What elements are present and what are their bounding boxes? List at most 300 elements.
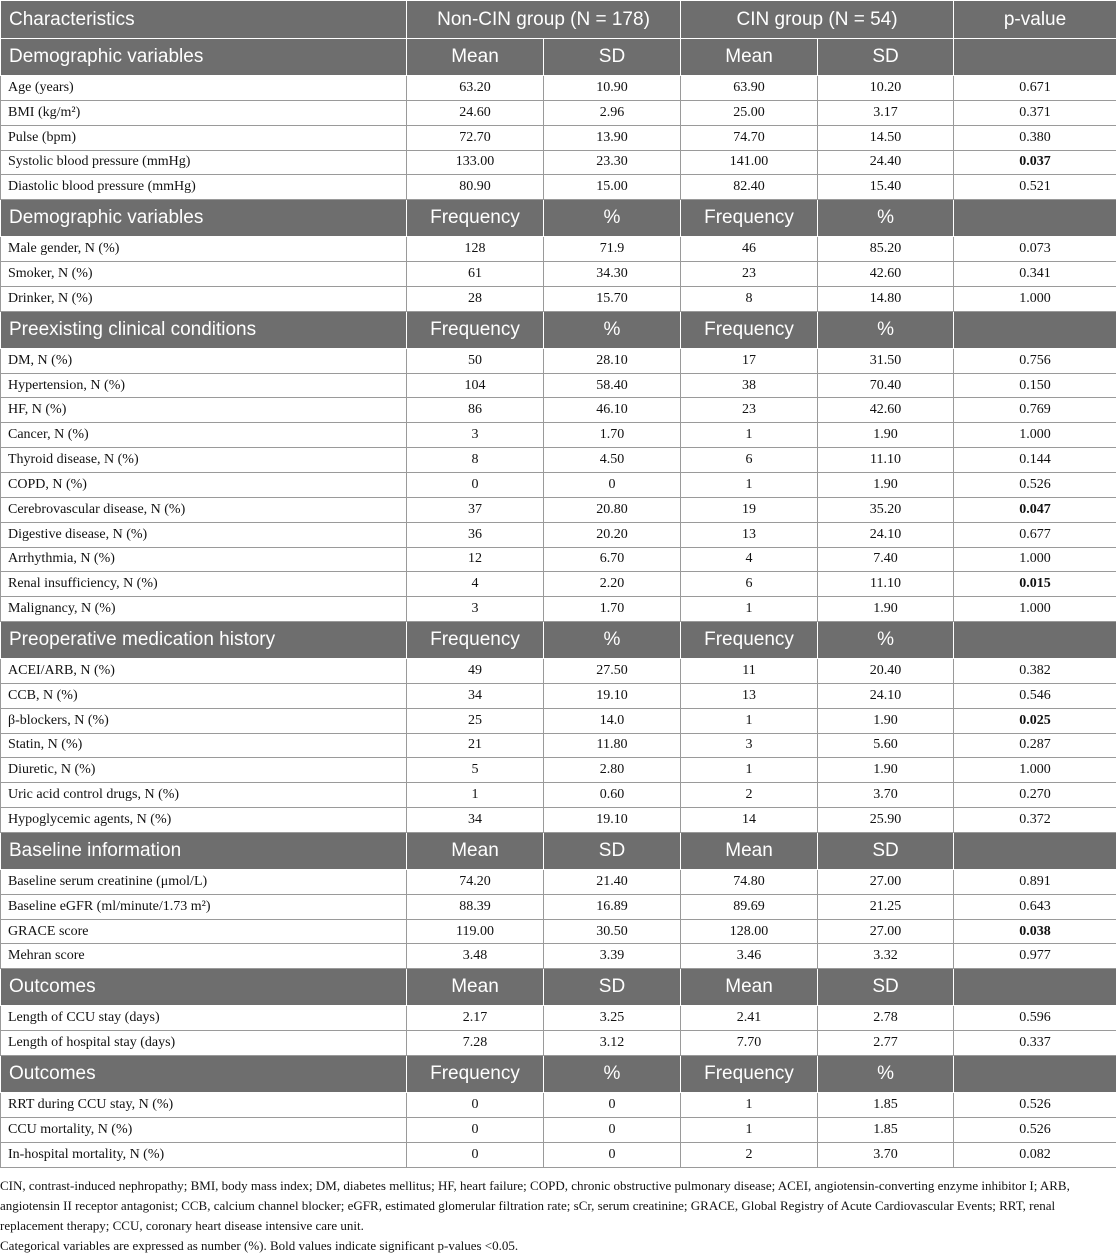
non-cin-value-1: 12	[407, 547, 544, 572]
non-cin-value-1: 80.90	[407, 175, 544, 200]
cin-value-2: 2.77	[818, 1031, 954, 1056]
section-stat-label: SD	[818, 39, 954, 76]
section-empty-cell	[954, 200, 1116, 237]
section-title: Preexisting clinical conditions	[1, 311, 407, 348]
non-cin-value-2: 15.70	[544, 286, 681, 311]
non-cin-value-1: 34	[407, 683, 544, 708]
p-value: 0.769	[954, 398, 1116, 423]
p-value: 0.287	[954, 733, 1116, 758]
table-row	[1, 472, 1116, 497]
p-value: 0.371	[954, 100, 1116, 125]
non-cin-value-1: 49	[407, 659, 544, 684]
section-stat-label: Frequency	[407, 622, 544, 659]
cin-value-1: 14	[681, 808, 818, 833]
row-label: RRT during CCU stay, N (%)	[1, 1093, 407, 1118]
cin-value-2: 5.60	[818, 733, 954, 758]
non-cin-value-1: 37	[407, 497, 544, 522]
row-label: Arrhythmia, N (%)	[1, 547, 407, 572]
table-row	[1, 808, 1116, 833]
non-cin-value-1: 0	[407, 1117, 544, 1142]
cin-value-2: 24.10	[818, 683, 954, 708]
table-row	[1, 76, 1116, 101]
cin-value-1: 13	[681, 522, 818, 547]
cin-value-1: 6	[681, 572, 818, 597]
section-stat-label: Frequency	[681, 1056, 818, 1093]
row-label: Drinker, N (%)	[1, 286, 407, 311]
non-cin-value-2: 13.90	[544, 125, 681, 150]
cin-value-2: 24.10	[818, 522, 954, 547]
section-title: Demographic variables	[1, 200, 407, 237]
table-row	[1, 125, 1116, 150]
cin-value-1: 6	[681, 448, 818, 473]
section-stat-label: %	[818, 622, 954, 659]
non-cin-value-1: 61	[407, 262, 544, 287]
p-value: 0.671	[954, 76, 1116, 101]
p-value: 0.382	[954, 659, 1116, 684]
table-row	[1, 497, 1116, 522]
cin-value-1: 1	[681, 423, 818, 448]
header-non-cin-group: Non-CIN group (N = 178)	[407, 1, 681, 39]
p-value: 0.270	[954, 783, 1116, 808]
table-row	[1, 919, 1116, 944]
non-cin-value-2: 2.80	[544, 758, 681, 783]
p-value: 0.521	[954, 175, 1116, 200]
section-stat-label: Frequency	[407, 200, 544, 237]
section-title: Demographic variables	[1, 39, 407, 76]
p-value: 0.677	[954, 522, 1116, 547]
cin-value-2: 3.32	[818, 944, 954, 969]
row-label: Age (years)	[1, 76, 407, 101]
non-cin-value-2: 23.30	[544, 150, 681, 175]
non-cin-value-2: 21.40	[544, 869, 681, 894]
non-cin-value-1: 119.00	[407, 919, 544, 944]
header-characteristics: Characteristics	[1, 1, 407, 39]
non-cin-value-1: 8	[407, 448, 544, 473]
non-cin-value-2: 58.40	[544, 373, 681, 398]
section-stat-label: Mean	[681, 969, 818, 1006]
non-cin-value-2: 0	[544, 472, 681, 497]
non-cin-value-2: 4.50	[544, 448, 681, 473]
section-title: Outcomes	[1, 969, 407, 1006]
p-value: 1.000	[954, 286, 1116, 311]
non-cin-value-2: 3.25	[544, 1006, 681, 1031]
p-value: 1.000	[954, 423, 1116, 448]
non-cin-value-2: 20.80	[544, 497, 681, 522]
cin-value-2: 31.50	[818, 348, 954, 373]
non-cin-value-2: 2.20	[544, 572, 681, 597]
p-value: 0.526	[954, 472, 1116, 497]
row-label: Baseline eGFR (ml/minute/1.73 m²)	[1, 894, 407, 919]
cin-value-1: 1	[681, 708, 818, 733]
row-label: β-blockers, N (%)	[1, 708, 407, 733]
table-header-row	[1, 1, 1116, 39]
row-label: Thyroid disease, N (%)	[1, 448, 407, 473]
non-cin-value-2: 3.39	[544, 944, 681, 969]
section-stat-label: Mean	[681, 39, 818, 76]
non-cin-value-2: 0.60	[544, 783, 681, 808]
p-value: 0.643	[954, 894, 1116, 919]
non-cin-value-1: 4	[407, 572, 544, 597]
non-cin-value-2: 19.10	[544, 683, 681, 708]
non-cin-value-1: 24.60	[407, 100, 544, 125]
table-row	[1, 237, 1116, 262]
row-label: Diastolic blood pressure (mmHg)	[1, 175, 407, 200]
cin-value-1: 74.80	[681, 869, 818, 894]
non-cin-value-1: 86	[407, 398, 544, 423]
row-label: Mehran score	[1, 944, 407, 969]
non-cin-value-1: 36	[407, 522, 544, 547]
cin-value-2: 27.00	[818, 869, 954, 894]
cin-value-1: 38	[681, 373, 818, 398]
table-row	[1, 783, 1116, 808]
row-label: Length of hospital stay (days)	[1, 1031, 407, 1056]
header-p-value: p-value	[954, 1, 1116, 39]
cin-value-1: 1	[681, 1093, 818, 1118]
p-value: 0.015	[954, 572, 1116, 597]
cin-value-1: 23	[681, 398, 818, 423]
table-row	[1, 423, 1116, 448]
non-cin-value-1: 1	[407, 783, 544, 808]
non-cin-value-1: 2.17	[407, 1006, 544, 1031]
cin-value-1: 13	[681, 683, 818, 708]
section-stat-label: Frequency	[407, 1056, 544, 1093]
row-label: Hypoglycemic agents, N (%)	[1, 808, 407, 833]
table-row	[1, 150, 1116, 175]
cin-value-1: 25.00	[681, 100, 818, 125]
section-stat-label: SD	[544, 832, 681, 869]
non-cin-value-1: 25	[407, 708, 544, 733]
row-label: CCB, N (%)	[1, 683, 407, 708]
table-row	[1, 708, 1116, 733]
cin-value-1: 2.41	[681, 1006, 818, 1031]
section-title: Preoperative medication history	[1, 622, 407, 659]
non-cin-value-1: 128	[407, 237, 544, 262]
cin-value-2: 3.70	[818, 1142, 954, 1167]
cin-value-1: 74.70	[681, 125, 818, 150]
cin-value-2: 3.17	[818, 100, 954, 125]
cin-value-2: 42.60	[818, 262, 954, 287]
non-cin-value-2: 3.12	[544, 1031, 681, 1056]
table-row	[1, 100, 1116, 125]
footnote-significance: Categorical variables are expressed as number (%). Bold values indicate significant p-values <0.05.	[0, 1238, 519, 1253]
cin-value-2: 1.90	[818, 472, 954, 497]
non-cin-value-2: 11.80	[544, 733, 681, 758]
row-label: Systolic blood pressure (mmHg)	[1, 150, 407, 175]
non-cin-value-2: 16.89	[544, 894, 681, 919]
row-label: Renal insufficiency, N (%)	[1, 572, 407, 597]
p-value: 0.025	[954, 708, 1116, 733]
p-value: 0.038	[954, 919, 1116, 944]
cin-value-2: 11.10	[818, 448, 954, 473]
cin-value-1: 8	[681, 286, 818, 311]
p-value: 0.891	[954, 869, 1116, 894]
cin-value-1: 19	[681, 497, 818, 522]
section-stat-label: Frequency	[407, 311, 544, 348]
section-empty-cell	[954, 1056, 1116, 1093]
cin-value-2: 27.00	[818, 919, 954, 944]
section-empty-cell	[954, 969, 1116, 1006]
non-cin-value-1: 133.00	[407, 150, 544, 175]
row-label: DM, N (%)	[1, 348, 407, 373]
cin-value-2: 42.60	[818, 398, 954, 423]
cin-value-2: 21.25	[818, 894, 954, 919]
p-value: 0.144	[954, 448, 1116, 473]
cin-value-2: 1.85	[818, 1117, 954, 1142]
table-row	[1, 1006, 1116, 1031]
non-cin-value-1: 104	[407, 373, 544, 398]
p-value: 0.526	[954, 1117, 1116, 1142]
section-header-row	[1, 39, 1116, 76]
table-row	[1, 758, 1116, 783]
section-stat-label: %	[818, 311, 954, 348]
table-row	[1, 733, 1116, 758]
section-stat-label: %	[544, 622, 681, 659]
row-label: Cerebrovascular disease, N (%)	[1, 497, 407, 522]
section-empty-cell	[954, 39, 1116, 76]
cin-value-1: 3	[681, 733, 818, 758]
cin-value-2: 85.20	[818, 237, 954, 262]
row-label: Length of CCU stay (days)	[1, 1006, 407, 1031]
cin-value-1: 7.70	[681, 1031, 818, 1056]
footnote-abbreviations: CIN, contrast-induced nephropathy; BMI, body mass index; DM, diabetes mellitus; HF, heart failure; COPD, chronic obstructive pulmonary disease; ACEI, angiotensin-converting enzyme inhibitor I; ARB, angiotensin II receptor antagonist; CCB, calcium channel blocker; eGFR, estimated glomerular filtration rate; sCr, serum creatinine; GRACE, Global Registry of Acute Cardiovascular Events; RRT, renal replacement therapy; CCU, coronary heart disease intensive care unit.	[0, 1178, 1070, 1233]
cin-value-2: 1.90	[818, 758, 954, 783]
cin-value-2: 1.85	[818, 1093, 954, 1118]
table-row	[1, 869, 1116, 894]
p-value: 0.977	[954, 944, 1116, 969]
row-label: CCU mortality, N (%)	[1, 1117, 407, 1142]
cin-value-2: 14.50	[818, 125, 954, 150]
section-stat-label: SD	[544, 969, 681, 1006]
non-cin-value-1: 50	[407, 348, 544, 373]
non-cin-value-2: 27.50	[544, 659, 681, 684]
p-value: 0.047	[954, 497, 1116, 522]
cin-value-1: 23	[681, 262, 818, 287]
header-cin-group: CIN group (N = 54)	[681, 1, 954, 39]
section-empty-cell	[954, 622, 1116, 659]
table-row	[1, 572, 1116, 597]
cin-value-2: 1.90	[818, 708, 954, 733]
table-row	[1, 262, 1116, 287]
cin-value-1: 3.46	[681, 944, 818, 969]
p-value: 0.073	[954, 237, 1116, 262]
non-cin-value-2: 1.70	[544, 597, 681, 622]
p-value: 1.000	[954, 758, 1116, 783]
section-header-row	[1, 969, 1116, 1006]
p-value: 1.000	[954, 547, 1116, 572]
row-label: Uric acid control drugs, N (%)	[1, 783, 407, 808]
section-stat-label: SD	[544, 39, 681, 76]
non-cin-value-1: 5	[407, 758, 544, 783]
non-cin-value-2: 46.10	[544, 398, 681, 423]
non-cin-value-1: 0	[407, 472, 544, 497]
p-value: 0.546	[954, 683, 1116, 708]
table-row	[1, 659, 1116, 684]
non-cin-value-2: 71.9	[544, 237, 681, 262]
section-empty-cell	[954, 832, 1116, 869]
section-header-row	[1, 200, 1116, 237]
p-value: 0.372	[954, 808, 1116, 833]
cin-value-2: 24.40	[818, 150, 954, 175]
table-body	[1, 39, 1116, 1168]
section-header-row	[1, 1056, 1116, 1093]
cin-value-2: 3.70	[818, 783, 954, 808]
section-stat-label: %	[818, 200, 954, 237]
non-cin-value-1: 34	[407, 808, 544, 833]
p-value: 0.082	[954, 1142, 1116, 1167]
non-cin-value-1: 72.70	[407, 125, 544, 150]
table-row	[1, 1142, 1116, 1167]
row-label: Diuretic, N (%)	[1, 758, 407, 783]
non-cin-value-1: 0	[407, 1142, 544, 1167]
non-cin-value-1: 7.28	[407, 1031, 544, 1056]
non-cin-value-2: 20.20	[544, 522, 681, 547]
non-cin-value-1: 28	[407, 286, 544, 311]
cin-value-1: 2	[681, 783, 818, 808]
cin-value-1: 11	[681, 659, 818, 684]
non-cin-value-2: 10.90	[544, 76, 681, 101]
row-label: In-hospital mortality, N (%)	[1, 1142, 407, 1167]
non-cin-value-1: 21	[407, 733, 544, 758]
section-stat-label: SD	[818, 832, 954, 869]
row-label: COPD, N (%)	[1, 472, 407, 497]
non-cin-value-1: 3	[407, 423, 544, 448]
section-header-row	[1, 832, 1116, 869]
table-footnotes	[0, 1176, 1110, 1256]
cin-value-2: 2.78	[818, 1006, 954, 1031]
row-label: Cancer, N (%)	[1, 423, 407, 448]
section-stat-label: Mean	[681, 832, 818, 869]
section-stat-label: Mean	[407, 969, 544, 1006]
table-row	[1, 286, 1116, 311]
p-value: 0.380	[954, 125, 1116, 150]
non-cin-value-2: 30.50	[544, 919, 681, 944]
section-stat-label: Frequency	[681, 200, 818, 237]
non-cin-value-2: 6.70	[544, 547, 681, 572]
row-label: GRACE score	[1, 919, 407, 944]
table-row	[1, 944, 1116, 969]
non-cin-value-2: 34.30	[544, 262, 681, 287]
section-stat-label: Frequency	[681, 311, 818, 348]
table-row	[1, 175, 1116, 200]
table-row	[1, 348, 1116, 373]
non-cin-value-2: 2.96	[544, 100, 681, 125]
cin-value-2: 10.20	[818, 76, 954, 101]
section-stat-label: %	[544, 1056, 681, 1093]
p-value: 0.526	[954, 1093, 1116, 1118]
p-value: 0.337	[954, 1031, 1116, 1056]
non-cin-value-2: 14.0	[544, 708, 681, 733]
cin-value-1: 82.40	[681, 175, 818, 200]
cin-value-2: 35.20	[818, 497, 954, 522]
p-value: 1.000	[954, 597, 1116, 622]
non-cin-value-1: 0	[407, 1093, 544, 1118]
section-title: Outcomes	[1, 1056, 407, 1093]
cin-value-2: 14.80	[818, 286, 954, 311]
p-value: 0.037	[954, 150, 1116, 175]
cin-value-1: 128.00	[681, 919, 818, 944]
non-cin-value-1: 3.48	[407, 944, 544, 969]
row-label: HF, N (%)	[1, 398, 407, 423]
row-label: Pulse (bpm)	[1, 125, 407, 150]
cin-value-2: 11.10	[818, 572, 954, 597]
cin-value-1: 4	[681, 547, 818, 572]
cin-value-1: 1	[681, 472, 818, 497]
table-row	[1, 448, 1116, 473]
non-cin-value-2: 0	[544, 1142, 681, 1167]
table-row	[1, 522, 1116, 547]
p-value: 0.596	[954, 1006, 1116, 1031]
cin-value-2: 1.90	[818, 597, 954, 622]
non-cin-value-2: 0	[544, 1093, 681, 1118]
table-row	[1, 894, 1116, 919]
cin-value-1: 46	[681, 237, 818, 262]
section-stat-label: Frequency	[681, 622, 818, 659]
cin-value-1: 2	[681, 1142, 818, 1167]
table-row	[1, 547, 1116, 572]
cin-value-1: 1	[681, 1117, 818, 1142]
cin-value-2: 15.40	[818, 175, 954, 200]
non-cin-value-2: 1.70	[544, 423, 681, 448]
cin-value-1: 63.90	[681, 76, 818, 101]
row-label: Digestive disease, N (%)	[1, 522, 407, 547]
cin-value-1: 141.00	[681, 150, 818, 175]
non-cin-value-2: 15.00	[544, 175, 681, 200]
row-label: Baseline serum creatinine (μmol/L)	[1, 869, 407, 894]
p-value: 0.756	[954, 348, 1116, 373]
section-stat-label: SD	[818, 969, 954, 1006]
section-stat-label: %	[544, 311, 681, 348]
section-stat-label: %	[818, 1056, 954, 1093]
table-row	[1, 597, 1116, 622]
cin-value-1: 17	[681, 348, 818, 373]
p-value: 0.341	[954, 262, 1116, 287]
section-stat-label: Mean	[407, 39, 544, 76]
cin-value-2: 25.90	[818, 808, 954, 833]
row-label: BMI (kg/m²)	[1, 100, 407, 125]
cin-value-1: 1	[681, 758, 818, 783]
section-header-row	[1, 311, 1116, 348]
cin-value-2: 7.40	[818, 547, 954, 572]
section-title: Baseline information	[1, 832, 407, 869]
row-label: ACEI/ARB, N (%)	[1, 659, 407, 684]
section-stat-label: Mean	[407, 832, 544, 869]
non-cin-value-1: 74.20	[407, 869, 544, 894]
non-cin-value-2: 28.10	[544, 348, 681, 373]
cin-value-1: 1	[681, 597, 818, 622]
table-row	[1, 1031, 1116, 1056]
non-cin-value-1: 88.39	[407, 894, 544, 919]
section-header-row	[1, 622, 1116, 659]
non-cin-value-2: 0	[544, 1117, 681, 1142]
non-cin-value-1: 63.20	[407, 76, 544, 101]
row-label: Hypertension, N (%)	[1, 373, 407, 398]
row-label: Male gender, N (%)	[1, 237, 407, 262]
cin-value-2: 20.40	[818, 659, 954, 684]
non-cin-value-1: 3	[407, 597, 544, 622]
cin-value-1: 89.69	[681, 894, 818, 919]
section-empty-cell	[954, 311, 1116, 348]
section-stat-label: %	[544, 200, 681, 237]
table-row	[1, 373, 1116, 398]
cin-value-2: 1.90	[818, 423, 954, 448]
row-label: Statin, N (%)	[1, 733, 407, 758]
row-label: Smoker, N (%)	[1, 262, 407, 287]
cin-value-2: 70.40	[818, 373, 954, 398]
table-row	[1, 683, 1116, 708]
p-value: 0.150	[954, 373, 1116, 398]
table-row	[1, 1093, 1116, 1118]
row-label: Malignancy, N (%)	[1, 597, 407, 622]
